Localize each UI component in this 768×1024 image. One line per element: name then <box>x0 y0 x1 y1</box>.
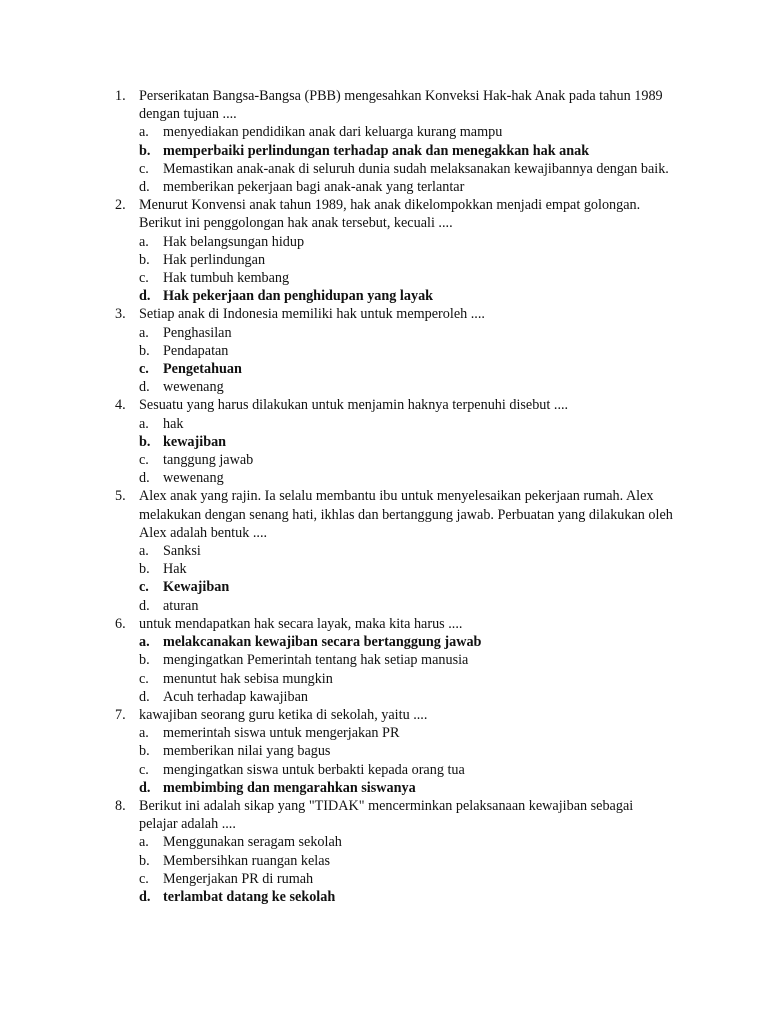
option-text: Hak pekerjaan dan penghidupan yang layak <box>163 288 434 305</box>
option-text: Pengetahuan <box>163 361 242 378</box>
option-text: menyediakan pendidikan anak dari keluarga kurang mampu <box>163 124 503 141</box>
question-number: 5. <box>115 488 126 505</box>
answer-options <box>115 123 675 196</box>
option-letter: d. <box>139 888 151 905</box>
option-text: menuntut hak sebisa mungkin <box>163 670 333 687</box>
question-item <box>115 487 675 614</box>
answer-option <box>139 742 675 760</box>
question-item <box>115 396 675 487</box>
question-number: 1. <box>115 88 126 104</box>
answer-option-correct <box>139 633 675 651</box>
option-text: Hak <box>163 561 187 578</box>
option-letter: d. <box>139 179 150 196</box>
question-number: 8. <box>115 797 126 814</box>
option-letter: a. <box>139 834 149 851</box>
answer-option <box>139 123 675 141</box>
answer-option <box>139 251 675 269</box>
option-text: Hak tumbuh kembang <box>163 270 290 287</box>
option-text: Hak belangsungan hidup <box>163 233 305 250</box>
question-text-line <box>115 706 675 724</box>
question-text: Alex anak yang rajin. Ia selalu membantu ibu untuk menyelesaikan pekerjaan rumah. Alex melakukan dengan senang hati, ikhlas dan bertanggung jawab. Perbuatan yang dilakukan oleh Alex adalah bentuk .... <box>139 488 673 541</box>
question-number: 6. <box>115 615 126 632</box>
option-letter: c. <box>139 270 149 287</box>
question-item <box>115 196 675 305</box>
answer-option <box>139 233 675 251</box>
option-text: Acuh terhadap kawajiban <box>163 688 308 705</box>
question-number: 4. <box>115 397 126 414</box>
option-text: tanggung jawab <box>163 452 254 469</box>
answer-options <box>115 233 675 306</box>
answer-option-correct <box>139 287 675 305</box>
option-text: wewenang <box>163 470 224 487</box>
option-text: mengingatkan siswa untuk berbakti kepada orang tua <box>163 761 465 778</box>
option-letter: d. <box>139 379 150 396</box>
option-text: Sanksi <box>163 543 201 560</box>
question-text-line <box>115 196 675 232</box>
option-letter: d. <box>139 688 150 705</box>
option-text: Memastikan anak-anak di seluruh dunia sudah melaksanakan kewajibannya dengan baik. <box>163 160 669 177</box>
answer-option-correct <box>139 360 675 378</box>
option-letter: d. <box>139 779 151 796</box>
question-text: Perserikatan Bangsa-Bangsa (PBB) mengesahkan Konveksi Hak-hak Anak pada tahun 1989 dengan tujuan .... <box>139 88 663 123</box>
option-letter: d. <box>139 288 151 305</box>
question-text-line <box>115 305 675 323</box>
answer-options <box>115 415 675 488</box>
answer-options <box>115 724 675 797</box>
answer-option <box>139 160 675 178</box>
option-text: mengingatkan Pemerintah tentang hak setiap manusia <box>163 652 469 669</box>
option-text: memberikan pekerjaan bagi anak-anak yang terlantar <box>163 179 465 196</box>
answer-option-correct <box>139 142 675 160</box>
option-text: wewenang <box>163 379 224 396</box>
question-text: Menurut Konvensi anak tahun 1989, hak anak dikelompokkan menjadi empat golongan. Berikut ini penggolongan hak anak tersebut, kecuali .... <box>139 197 641 232</box>
option-text: Menggunakan seragam sekolah <box>163 834 342 851</box>
question-text: Setiap anak di Indonesia memiliki hak untuk memperoleh .... <box>139 306 485 323</box>
answer-option <box>139 469 675 487</box>
question-number: 2. <box>115 197 126 214</box>
option-text: kewajiban <box>163 433 227 450</box>
answer-options <box>115 833 675 906</box>
option-letter: a. <box>139 415 149 432</box>
answer-options <box>115 542 675 615</box>
option-letter: c. <box>139 361 149 378</box>
question-item <box>115 615 675 706</box>
answer-option-correct <box>139 888 675 906</box>
option-letter: c. <box>139 670 149 687</box>
option-letter: b. <box>139 251 150 268</box>
option-letter: d. <box>139 470 150 487</box>
answer-option <box>139 269 675 287</box>
option-letter: d. <box>139 597 150 614</box>
option-letter: c. <box>139 160 149 177</box>
option-letter: b. <box>139 652 150 669</box>
option-letter: a. <box>139 634 150 651</box>
option-letter: c. <box>139 761 149 778</box>
option-text: Hak perlindungan <box>163 251 266 268</box>
option-text: Mengerjakan PR di rumah <box>163 870 314 887</box>
answer-options <box>115 324 675 397</box>
answer-option <box>139 761 675 779</box>
option-letter: c. <box>139 452 149 469</box>
option-text: Kewajiban <box>163 579 230 596</box>
answer-option <box>139 688 675 706</box>
question-text-line <box>115 87 675 123</box>
answer-option <box>139 597 675 615</box>
answer-option <box>139 724 675 742</box>
option-letter: b. <box>139 561 150 578</box>
question-text-line <box>115 487 675 542</box>
answer-options <box>115 633 675 706</box>
question-text-line <box>115 615 675 633</box>
option-text: Penghasilan <box>163 324 232 341</box>
option-text: hak <box>163 415 184 432</box>
option-letter: a. <box>139 233 149 250</box>
answer-option <box>139 560 675 578</box>
option-letter: b. <box>139 342 150 359</box>
question-item <box>115 87 675 196</box>
answer-option <box>139 870 675 888</box>
question-number: 3. <box>115 306 126 323</box>
option-text: aturan <box>163 597 199 614</box>
option-text: melakcanakan kewajiban secara bertanggung jawab <box>163 634 482 651</box>
question-item <box>115 305 675 396</box>
option-text: memerintah siswa untuk mengerjakan PR <box>163 725 400 742</box>
question-text-line <box>115 396 675 414</box>
answer-option <box>139 833 675 851</box>
answer-option <box>139 178 675 196</box>
answer-option-correct <box>139 578 675 596</box>
option-letter: a. <box>139 124 149 141</box>
answer-option-correct <box>139 779 675 797</box>
question-list <box>115 87 675 906</box>
option-text: Membersihkan ruangan kelas <box>163 852 331 869</box>
answer-option <box>139 324 675 342</box>
option-letter: a. <box>139 543 149 560</box>
answer-option <box>139 415 675 433</box>
option-letter: c. <box>139 579 149 596</box>
question-text: Sesuatu yang harus dilakukan untuk menjamin haknya terpenuhi disebut .... <box>139 397 569 414</box>
question-number: 7. <box>115 706 126 723</box>
option-letter: b. <box>139 852 150 869</box>
option-letter: b. <box>139 142 151 159</box>
answer-option <box>139 342 675 360</box>
question-text: Berikut ini adalah sikap yang "TIDAK" mencerminkan pelaksanaan kewajiban sebagai pelajar adalah .... <box>139 797 634 833</box>
answer-option <box>139 852 675 870</box>
question-text: untuk mendapatkan hak secara layak, maka kita harus .... <box>139 615 463 632</box>
option-text: terlambat datang ke sekolah <box>163 888 336 905</box>
option-text: Pendapatan <box>163 342 229 359</box>
answer-option <box>139 670 675 688</box>
answer-option-correct <box>139 433 675 451</box>
question-item <box>115 797 675 906</box>
option-letter: c. <box>139 870 149 887</box>
question-text-line <box>115 797 675 833</box>
option-letter: b. <box>139 743 150 760</box>
answer-option <box>139 451 675 469</box>
answer-option <box>139 651 675 669</box>
answer-option <box>139 542 675 560</box>
option-letter: a. <box>139 725 149 742</box>
option-text: memberikan nilai yang bagus <box>163 743 331 760</box>
question-text: kawajiban seorang guru ketika di sekolah, yaitu .... <box>139 706 428 723</box>
option-text: memperbaiki perlindungan terhadap anak dan menegakkan hak anak <box>163 142 590 159</box>
option-text: membimbing dan mengarahkan siswanya <box>163 779 416 796</box>
option-letter: a. <box>139 324 149 341</box>
answer-option <box>139 378 675 396</box>
option-letter: b. <box>139 433 151 450</box>
question-item <box>115 706 675 797</box>
